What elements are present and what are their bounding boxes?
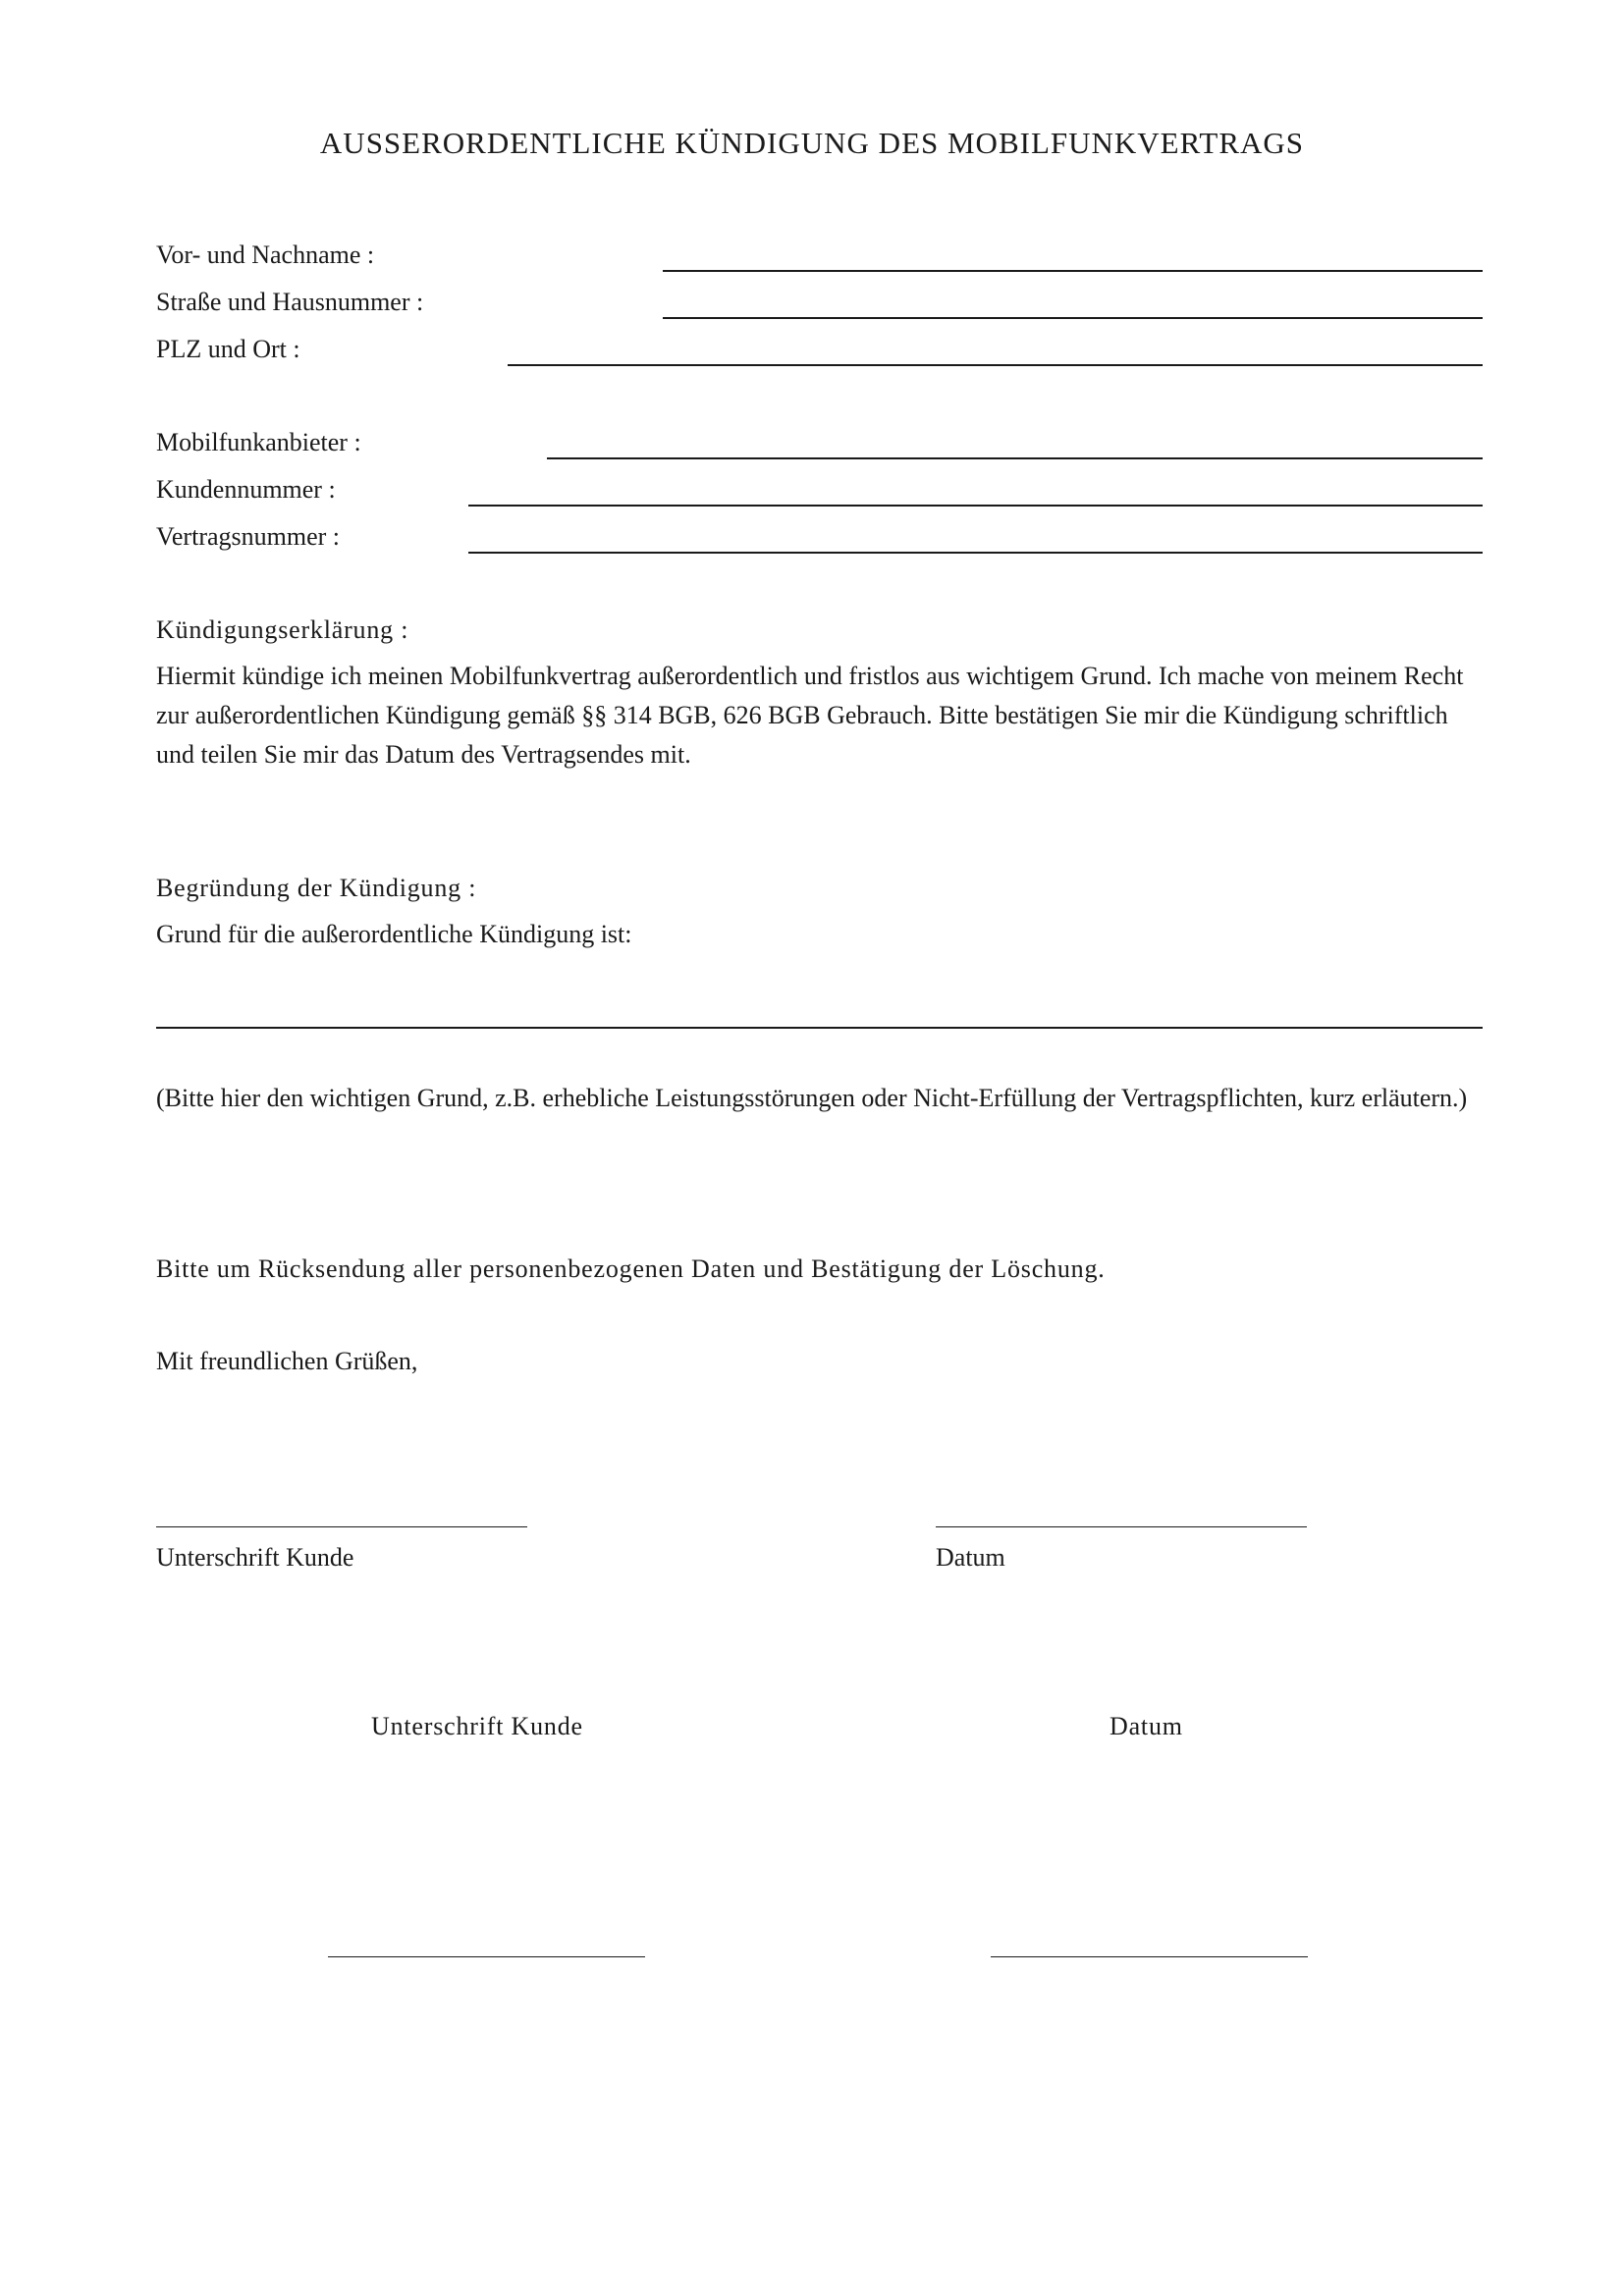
name-label: Vor- und Nachname : [156, 240, 375, 269]
name-field-line[interactable] [663, 270, 1483, 272]
city-label: PLZ und Ort : [156, 335, 300, 363]
date-line-repeat[interactable] [991, 1956, 1308, 1957]
street-label: Straße und Hausnummer : [156, 288, 424, 316]
reason-heading: Begründung der Kündigung : [156, 874, 477, 902]
declaration-text: Hiermit kündige ich meinen Mobilfunkvertrag außerordentlich und fristlos aus wichtigem Grund. Ich mache von meinem Recht zur außerordentlichen Kündigung gemäß §§ 314 BGB, 626 BGB Gebrauch. Bitte bestätigen Sie mir die Kündigung schriftlich und teilen Sie mir das Datum des Vertragsendes mit. [156, 662, 1464, 769]
customer-number-label: Kundennummer : [156, 475, 336, 504]
provider-label: Mobilfunkanbieter : [156, 428, 361, 456]
street-field-line[interactable] [663, 317, 1483, 319]
signature-line-repeat[interactable] [328, 1956, 645, 1957]
contract-number-label: Vertragsnummer : [156, 522, 341, 551]
contract-number-field-line[interactable] [468, 552, 1483, 554]
date-label-repeat: Datum [1110, 1712, 1183, 1740]
signature-line[interactable] [156, 1526, 527, 1527]
reason-field-line[interactable] [156, 1027, 1483, 1029]
data-deletion-request: Bitte um Rücksendung aller personenbezogenen Daten und Bestätigung der Löschung. [156, 1255, 1106, 1283]
signature-label: Unterschrift Kunde [156, 1543, 354, 1572]
reason-hint: (Bitte hier den wichtigen Grund, z.B. erhebliche Leistungsstörungen oder Nicht-Erfüllung der Vertragspflichten, kurz erläutern.) [156, 1084, 1468, 1112]
provider-field-line[interactable] [547, 457, 1483, 459]
signature-label-repeat: Unterschrift Kunde [371, 1712, 583, 1740]
reason-intro: Grund für die außerordentliche Kündigung ist: [156, 920, 632, 948]
customer-number-field-line[interactable] [468, 505, 1483, 507]
document-title: AUSSERORDENTLICHE KÜNDIGUNG DES MOBILFUNKVERTRAGS [319, 126, 1305, 160]
declaration-heading: Kündigungserklärung : [156, 615, 409, 644]
closing-greeting: Mit freundlichen Grüßen, [156, 1347, 418, 1375]
date-line[interactable] [936, 1526, 1307, 1527]
date-label: Datum [936, 1543, 1005, 1572]
city-field-line[interactable] [508, 364, 1483, 366]
